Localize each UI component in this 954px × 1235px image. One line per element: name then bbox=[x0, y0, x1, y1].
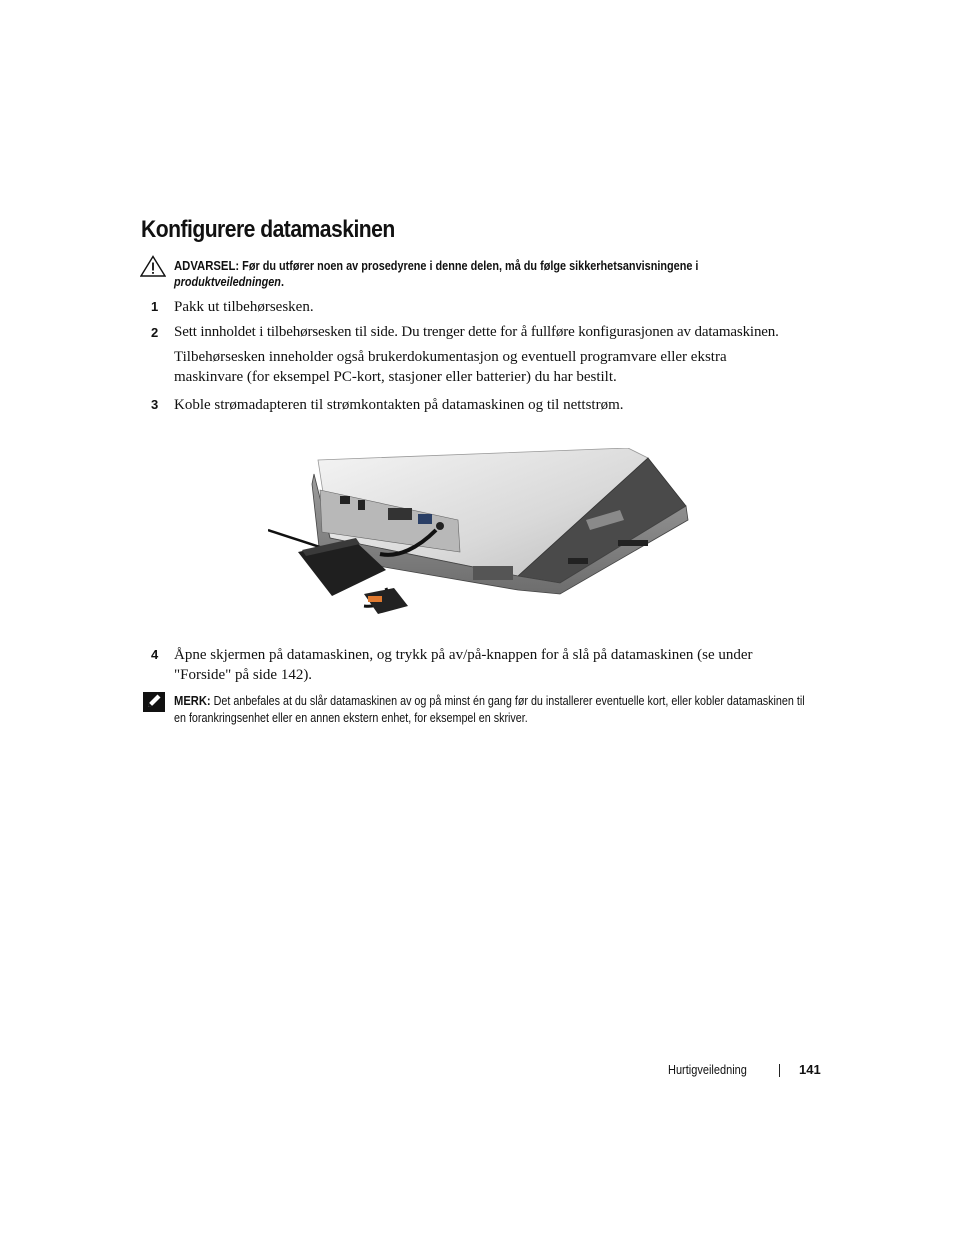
step-text: Pakk ut tilbehørsesken. bbox=[174, 299, 314, 315]
note-text: Det anbefales at du slår datamaskinen av og på minst én gang før du installerer eventuelle kort, eller kobler datamaskinen til en forankringsenhet eller en annen ekstern enhet, for eksempel en skriver. bbox=[174, 694, 805, 725]
warning-text: Før du utfører noen av prosedyrene i denne delen, må du følge sikkerhetsanvisningene i bbox=[242, 259, 699, 273]
note-pencil-icon bbox=[143, 692, 165, 712]
step-text: Koble strømadapteren til strømkontakten på datamaskinen og til nettstrøm. bbox=[174, 397, 624, 413]
warning-notice: ADVARSEL: Før du utfører noen av prosedyrene i denne delen, må du følge sikkerhetsanvisningene i produktveiledningen. bbox=[174, 258, 699, 289]
step-number: 1 bbox=[151, 299, 159, 314]
note-label: MERK: bbox=[174, 693, 211, 708]
page-title: Konfigurere datamaskinen bbox=[141, 216, 395, 243]
warning-label: ADVARSEL: bbox=[174, 258, 240, 273]
footer-separator bbox=[779, 1064, 780, 1077]
step-number: 2 bbox=[151, 325, 159, 340]
footer-section-name: Hurtigveiledning bbox=[668, 1063, 747, 1077]
step-text: Sett innholdet i tilbehørsesken til side. Du trenger dette for å fullføre konfigurasjonen av datamaskinen. bbox=[174, 324, 779, 340]
page-number: 141 bbox=[799, 1062, 821, 1077]
step-number: 3 bbox=[151, 397, 159, 412]
step-paragraph: Tilbehørsesken inneholder også brukerdokumentasjon og eventuell programvare eller ekstra maskinvare (for eksempel PC-kort, stasjoner eller batterier) du har bestilt. bbox=[174, 349, 727, 385]
laptop-power-adapter-illustration bbox=[268, 448, 692, 618]
warning-triangle-icon bbox=[140, 255, 166, 277]
step-text: Åpne skjermen på datamaskinen, og trykk på av/på-knappen for å slå på datamaskinen (se under "Forside" på side 142). bbox=[174, 647, 753, 683]
note-notice bbox=[174, 692, 810, 727]
step-number: 4 bbox=[151, 647, 159, 662]
warning-doc-name: produktveiledningen bbox=[174, 275, 281, 289]
